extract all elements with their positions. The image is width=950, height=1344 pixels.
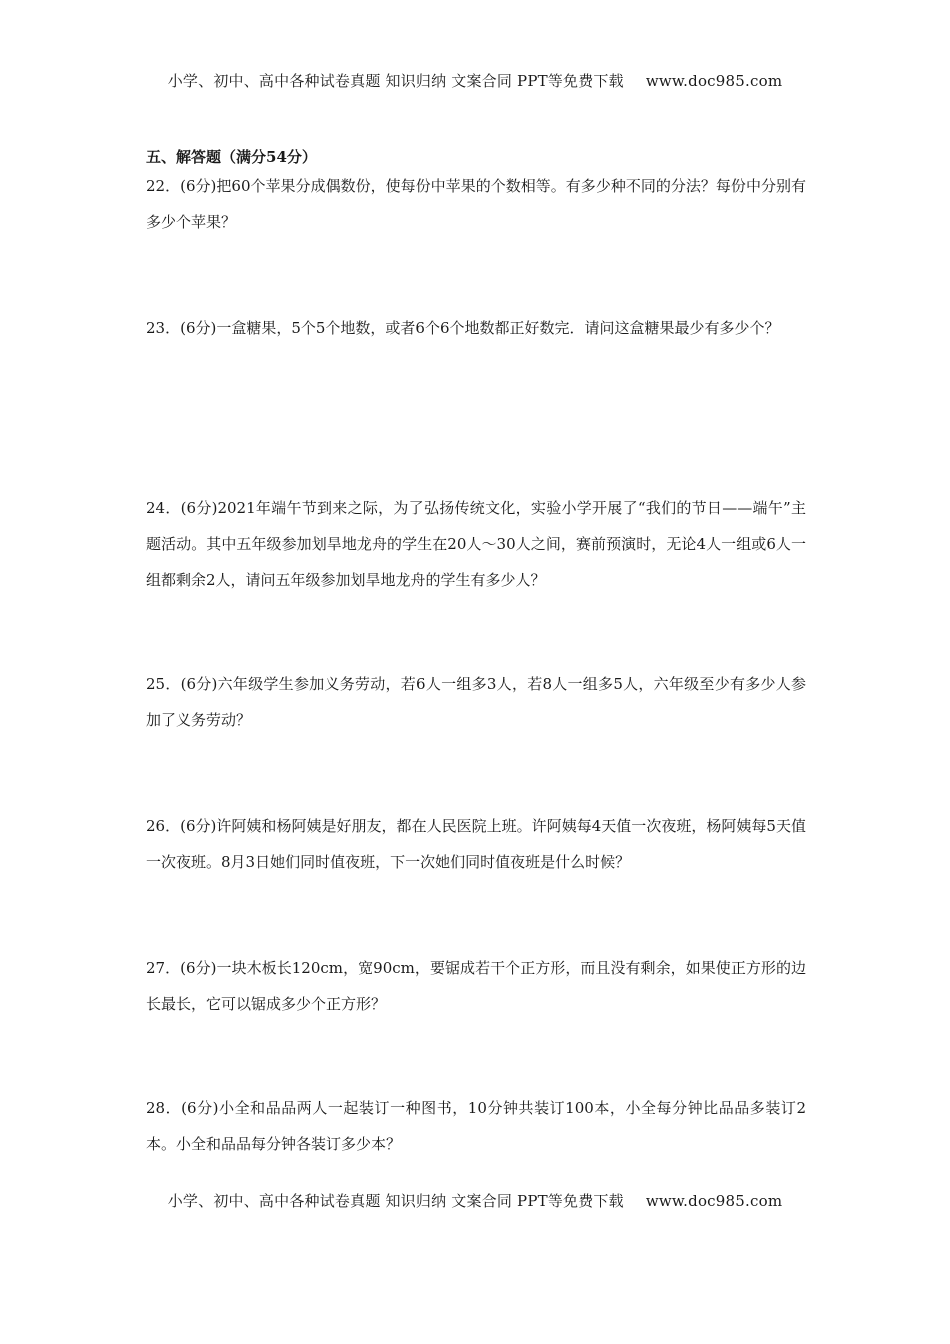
section-title: 五、解答题（满分54分）: [146, 148, 317, 166]
question-25: 25．(6分)六年级学生参加义务劳动，若6人一组多3人，若8人一组多5人，六年级至少有多少人参加了义务劳动？: [146, 675, 806, 729]
footer-text: 小学、初中、高中各种试卷真题 知识归纳 文案合同 PPT等免费下载: [167, 1192, 624, 1210]
question-24: 24．(6分)2021年端午节到来之际，为了弘扬传统文化，实验小学开展了“我们的节日——端午”主题活动。其中五年级参加划旱地龙舟的学生在20人～30人之间，赛前预演时，无论4人一组或6人一组都剩余2人，请问五年级参加划旱地龙舟的学生有多少人？: [146, 499, 806, 589]
header-site-link[interactable]: www.doc985.com: [645, 72, 783, 90]
header-text: 小学、初中、高中各种试卷真题 知识归纳 文案合同 PPT等免费下载: [167, 72, 624, 90]
page-footer: [0, 1190, 950, 1211]
question-22: 22．(6分)把60个苹果分成偶数份，使每份中苹果的个数相等。有多少种不同的分法？每份中分别有多少个苹果？: [146, 177, 806, 231]
question-28: 28．(6分)小全和品品两人一起装订一种图书，10分钟共装订100本，小全每分钟比品品多装订2本。小全和品品每分钟各装订多少本？: [146, 1099, 806, 1153]
page-header: [0, 70, 950, 91]
footer-site-link[interactable]: www.doc985.com: [645, 1192, 783, 1210]
question-26: 26．(6分)许阿姨和杨阿姨是好朋友，都在人民医院上班。许阿姨每4天值一次夜班，杨阿姨每5天值一次夜班。8月3日她们同时值夜班，下一次她们同时值夜班是什么时候？: [146, 817, 806, 871]
question-27: 27．(6分)一块木板长120cm，宽90cm，要锯成若干个正方形，而且没有剩余，如果使正方形的边长最长，它可以锯成多少个正方形？: [146, 959, 806, 1013]
question-23: 23．(6分)一盒糖果，5个5个地数，或者6个6个地数都正好数完．请问这盒糖果最少有多少个？: [146, 319, 780, 337]
